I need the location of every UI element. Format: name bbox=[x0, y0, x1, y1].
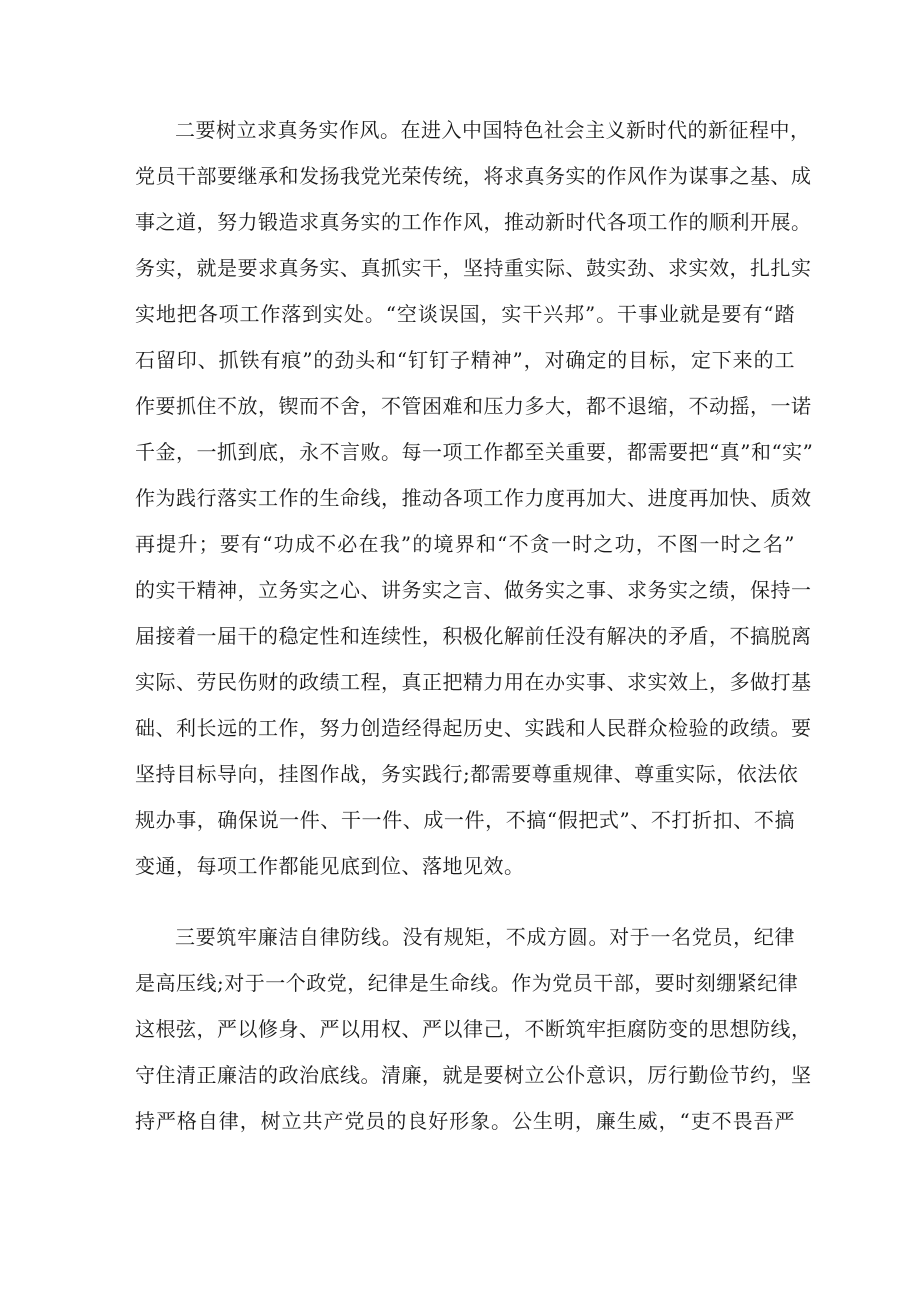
paragraph-1-line-11: 的实干精神，立务实之心、讲务实之言、做务实之事、求务实之绩，保持一 bbox=[135, 578, 812, 602]
paragraph-1-line-12: 届接着一届干的稳定性和连续性，积极化解前任没有解决的矛盾，不搞脱离 bbox=[135, 624, 812, 648]
paragraph-1-line-4: 务实，就是要求真务实、真抓实干，坚持重实际、鼓实劲、求实效，扎扎实 bbox=[135, 256, 812, 280]
paragraph-1-line-15: 坚持目标导向，挂图作战，务实践行;都需要尊重规律、尊重实际，依法依 bbox=[135, 762, 799, 786]
paragraph-1-line-14: 础、利长远的工作，努力创造经得起历史、实践和人民群众检验的政绩。要 bbox=[135, 716, 812, 740]
paragraph-1-line-10: 再提升；要有“功成不必在我”的境界和“不贪一时之功，不图一时之名” bbox=[135, 532, 795, 556]
paragraph-1-line-2: 党员干部要继承和发扬我党光荣传统，将求真务实的作风作为谋事之基、成 bbox=[135, 164, 812, 188]
paragraph-1-line-16: 规办事，确保说一件、干一件、成一件，不搞“假把式”、不打折扣、不搞 bbox=[135, 808, 795, 832]
paragraph-1-line-6: 石留印、抓铁有痕”的劲头和“钉钉子精神”，对确定的目标，定下来的工 bbox=[135, 348, 795, 372]
paragraph-1-line-13: 实际、劳民伤财的政绩工程，真正把精力用在办实事、求实效上，多做打基 bbox=[135, 670, 812, 694]
paragraph-1-line-8: 千金，一抓到底，永不言败。每一项工作都至关重要，都需要把“真”和“实” bbox=[135, 440, 814, 464]
paragraph-2-line-5: 持严格自律，树立共产党员的良好形象。公生明，廉生威，“吏不畏吾严 bbox=[135, 1109, 795, 1133]
paragraph-1-line-1: 二要树立求真务实作风。在进入中国特色社会主义新时代的新征程中， bbox=[175, 118, 811, 142]
paragraph-1-line-3: 事之道，努力锻造求真务实的工作作风，推动新时代各项工作的顺利开展。 bbox=[135, 210, 812, 234]
paragraph-2-line-2: 是高压线;对于一个政党，纪律是生命线。作为党员干部，要时刻绷紧纪律 bbox=[135, 971, 799, 995]
paragraph-1-line-9: 作为践行落实工作的生命线，推动各项工作力度再加大、进度再加快、质效 bbox=[135, 486, 812, 510]
paragraph-2-line-1: 三要筑牢廉洁自律防线。没有规矩，不成方圆。对于一名党员，纪律 bbox=[175, 925, 795, 949]
paragraph-1-line-17: 变通，每项工作都能见底到位、落地见效。 bbox=[135, 854, 525, 878]
paragraph-1-line-7: 作要抓住不放，锲而不舍，不管困难和压力多大，都不退缩，不动摇，一诺 bbox=[135, 394, 812, 418]
paragraph-2-line-4: 守住清正廉洁的政治底线。清廉，就是要树立公仆意识，厉行勤俭节约，坚 bbox=[135, 1063, 812, 1087]
paragraph-2-line-3: 这根弦，严以修身、严以用权、严以律己，不断筑牢拒腐防变的思想防线， bbox=[135, 1017, 812, 1041]
paragraph-1-line-5: 实地把各项工作落到实处。“空谈误国，实干兴邦”。干事业就是要有“踏 bbox=[135, 302, 795, 326]
